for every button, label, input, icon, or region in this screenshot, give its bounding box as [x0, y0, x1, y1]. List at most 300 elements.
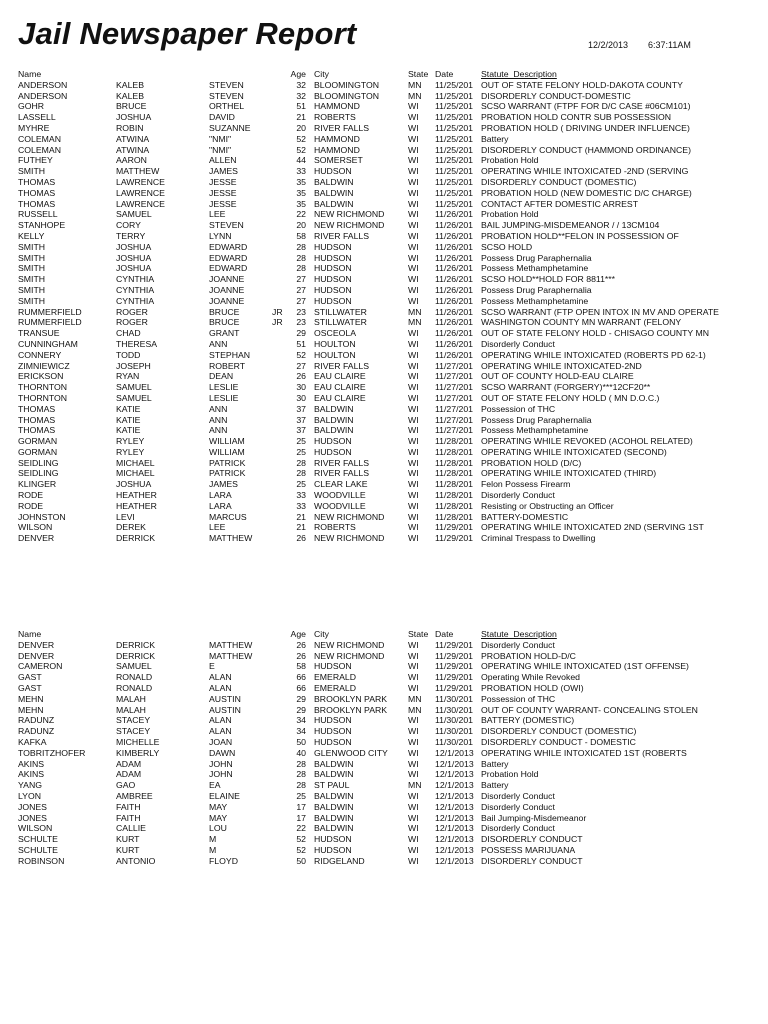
city-cell: HUDSON: [314, 284, 352, 295]
last-name-cell: SMITH: [18, 166, 46, 177]
age-cell: 29: [296, 328, 306, 339]
table-row: [0, 350, 768, 361]
date-cell: 12/1/2013: [435, 812, 474, 823]
date-cell: 11/30/201: [435, 693, 474, 704]
city-cell: BALDWIN: [314, 801, 354, 812]
last-name-cell: DENVER: [18, 533, 55, 544]
first-name-cell: DERRICK: [116, 650, 156, 661]
age-cell: 58: [296, 661, 306, 672]
age-cell: 28: [296, 263, 306, 274]
age-cell: 22: [296, 823, 306, 834]
middle-name-cell: DAWN: [209, 747, 236, 758]
city-cell: EAU CLAIRE: [314, 392, 366, 403]
first-name-cell: ATWINA: [116, 133, 150, 144]
date-cell: 11/26/201: [435, 338, 474, 349]
statute-cell: Possession of THC: [481, 403, 556, 414]
date-cell: 11/25/201: [435, 198, 474, 209]
statute-cell: Possess Methamphetamine: [481, 295, 589, 306]
city-cell: STILLWATER: [314, 317, 367, 328]
age-cell: 37: [296, 414, 306, 425]
middle-name-cell: SUZANNE: [209, 122, 251, 133]
statute-cell: PROBATION HOLD**FELON IN POSSESSION OF: [481, 230, 679, 241]
state-cell: WI: [408, 790, 419, 801]
table-row: [0, 651, 768, 662]
date-cell: 11/25/201: [435, 187, 474, 198]
date-cell: 11/28/201: [435, 436, 474, 447]
statute-cell: CONTACT AFTER DOMESTIC ARREST: [481, 198, 639, 209]
statute-cell: DISORDERLY CONDUCT (DOMESTIC): [481, 726, 637, 737]
last-name-cell: RADUNZ: [18, 726, 55, 737]
table-row: [0, 253, 768, 264]
age-cell: 17: [296, 812, 306, 823]
table-row: [0, 705, 768, 716]
date-cell: 11/28/201: [435, 500, 474, 511]
last-name-cell: YANG: [18, 780, 42, 791]
first-name-cell: KATIE: [116, 425, 141, 436]
date-cell: 11/25/201: [435, 155, 474, 166]
date-cell: 11/27/201: [435, 425, 474, 436]
date-cell: 11/27/201: [435, 392, 474, 403]
city-cell: NEW RICHMOND: [314, 533, 385, 544]
table-row: [0, 759, 768, 770]
middle-name-cell: LOU: [209, 823, 227, 834]
last-name-cell: STANHOPE: [18, 220, 66, 231]
middle-name-cell: LEE: [209, 209, 226, 220]
age-cell: 27: [296, 360, 306, 371]
statute-cell: Battery: [481, 780, 509, 791]
state-cell: WI: [408, 122, 419, 133]
state-cell: WI: [408, 112, 419, 123]
last-name-cell: SCHULTE: [18, 834, 58, 845]
first-name-cell: KURT: [116, 844, 140, 855]
table-row: [0, 80, 768, 91]
middle-name-cell: JESSE: [209, 176, 237, 187]
table-row: [0, 199, 768, 210]
last-name-cell: RADUNZ: [18, 715, 55, 726]
middle-name-cell: ANN: [209, 425, 228, 436]
state-cell: WI: [408, 176, 419, 187]
statute-cell: Possess Drug Paraphernalia: [481, 252, 592, 263]
city-cell: HUDSON: [314, 436, 352, 447]
col-name-header: Name: [18, 629, 42, 639]
first-name-cell: JOSHUA: [116, 252, 152, 263]
city-cell: HOULTON: [314, 338, 356, 349]
table-row: [0, 490, 768, 501]
age-cell: 34: [296, 726, 306, 737]
middle-name-cell: EA: [209, 780, 221, 791]
statute-cell: OPERATING WHILE INTOXICATED-2ND: [481, 360, 642, 371]
age-cell: 21: [296, 522, 306, 533]
age-cell: 32: [296, 90, 306, 101]
middle-name-cell: LARA: [209, 490, 232, 501]
col-age-header: Age: [290, 69, 306, 79]
first-name-cell: CORY: [116, 220, 141, 231]
age-cell: 20: [296, 220, 306, 231]
last-name-cell: RODE: [18, 500, 44, 511]
city-cell: BALDWIN: [314, 187, 354, 198]
first-name-cell: CYNTHIA: [116, 295, 155, 306]
state-cell: WI: [408, 349, 419, 360]
first-name-cell: ATWINA: [116, 144, 150, 155]
age-cell: 52: [296, 834, 306, 845]
date-cell: 11/28/201: [435, 490, 474, 501]
middle-name-cell: "NMI": [209, 144, 232, 155]
first-name-cell: ROGER: [116, 306, 148, 317]
first-name-cell: LAWRENCE: [116, 176, 165, 187]
middle-name-cell: LEE: [209, 522, 226, 533]
report-date: 12/2/2013: [588, 40, 629, 50]
last-name-cell: ERICKSON: [18, 371, 64, 382]
age-cell: 40: [296, 747, 306, 758]
state-cell: WI: [408, 392, 419, 403]
city-cell: RIVER FALLS: [314, 360, 370, 371]
last-name-cell: SMITH: [18, 263, 46, 274]
table-row: [0, 661, 768, 672]
state-cell: WI: [408, 522, 419, 533]
state-cell: WI: [408, 639, 419, 650]
statute-cell: Disorderly Conduct: [481, 338, 555, 349]
first-name-cell: RYAN: [116, 371, 140, 382]
middle-name-cell: DEAN: [209, 371, 234, 382]
state-cell: WI: [408, 834, 419, 845]
age-cell: 28: [296, 780, 306, 791]
middle-name-cell: GRANT: [209, 328, 240, 339]
middle-name-cell: JOHN: [209, 758, 233, 769]
city-cell: ST PAUL: [314, 780, 350, 791]
middle-name-cell: JOANNE: [209, 295, 245, 306]
city-cell: RIVER FALLS: [314, 468, 370, 479]
last-name-cell: KAFKA: [18, 736, 47, 747]
middle-name-cell: ANN: [209, 414, 228, 425]
age-cell: 26: [296, 639, 306, 650]
state-cell: WI: [408, 747, 419, 758]
age-cell: 27: [296, 274, 306, 285]
state-cell: WI: [408, 511, 419, 522]
state-cell: WI: [408, 328, 419, 339]
city-cell: BALDWIN: [314, 812, 354, 823]
first-name-cell: MICHAEL: [116, 457, 155, 468]
first-name-cell: GAO: [116, 780, 136, 791]
state-cell: WI: [408, 371, 419, 382]
middle-name-cell: MARCUS: [209, 511, 247, 522]
table-row: [0, 361, 768, 372]
date-cell: 11/25/201: [435, 90, 474, 101]
last-name-cell: GORMAN: [18, 436, 58, 447]
middle-name-cell: E: [209, 661, 215, 672]
first-name-cell: RONALD: [116, 672, 153, 683]
last-name-cell: TOBRITZHOFER: [18, 747, 86, 758]
date-cell: 11/25/201: [435, 144, 474, 155]
last-name-cell: COLEMAN: [18, 133, 61, 144]
middle-name-cell: DAVID: [209, 112, 235, 123]
table-row: [0, 737, 768, 748]
age-cell: 25: [296, 790, 306, 801]
last-name-cell: CUNNINGHAM: [18, 338, 78, 349]
column-header-row: [0, 629, 768, 640]
table-row: [0, 683, 768, 694]
state-cell: WI: [408, 209, 419, 220]
statute-cell: PROBATION HOLD (OWI): [481, 682, 584, 693]
middle-name-cell: STEVEN: [209, 79, 244, 90]
last-name-cell: SEIDLING: [18, 457, 59, 468]
statute-cell: Possession of THC: [481, 693, 556, 704]
last-name-cell: GAST: [18, 672, 42, 683]
table-row: [0, 780, 768, 791]
table-row: [0, 166, 768, 177]
age-cell: 26: [296, 371, 306, 382]
first-name-cell: MICHELLE: [116, 736, 160, 747]
state-cell: WI: [408, 500, 419, 511]
statute-cell: DISORDERLY CONDUCT (HAMMOND ORDINANCE): [481, 144, 691, 155]
city-cell: WOODVILLE: [314, 490, 366, 501]
first-name-cell: JOSEPH: [116, 360, 151, 371]
table-row: [0, 694, 768, 705]
statute-cell: Possess Drug Paraphernalia: [481, 414, 592, 425]
city-cell: STILLWATER: [314, 306, 367, 317]
city-cell: EAU CLAIRE: [314, 382, 366, 393]
age-cell: 17: [296, 801, 306, 812]
statute-cell: OUT OF COUNTY HOLD-EAU CLAIRE: [481, 371, 634, 382]
table-row: [0, 834, 768, 845]
age-cell: 28: [296, 457, 306, 468]
age-cell: 29: [296, 704, 306, 715]
statute-cell: OPERATING WHILE INTOXICATED (ROBERTS PD 62-1): [481, 349, 706, 360]
state-cell: WI: [408, 769, 419, 780]
table-row: [0, 813, 768, 824]
last-name-cell: COLEMAN: [18, 144, 61, 155]
state-cell: WI: [408, 468, 419, 479]
first-name-cell: KALEB: [116, 90, 145, 101]
first-name-cell: TODD: [116, 349, 141, 360]
last-name-cell: AKINS: [18, 758, 45, 769]
statute-cell: PROBATION HOLD (NEW DOMESTIC D/C CHARGE): [481, 187, 692, 198]
table-row: [0, 802, 768, 813]
age-cell: 23: [296, 317, 306, 328]
city-cell: BALDWIN: [314, 198, 354, 209]
statute-cell: Felon Possess Firearm: [481, 479, 571, 490]
age-cell: 27: [296, 284, 306, 295]
first-name-cell: ADAM: [116, 758, 142, 769]
first-name-cell: RYLEY: [116, 436, 145, 447]
middle-name-cell: MAY: [209, 812, 228, 823]
middle-name-cell: "NMI": [209, 133, 232, 144]
first-name-cell: DERRICK: [116, 639, 156, 650]
date-cell: 11/27/201: [435, 414, 474, 425]
state-cell: WI: [408, 360, 419, 371]
date-cell: 11/25/201: [435, 112, 474, 123]
city-cell: BLOOMINGTON: [314, 90, 380, 101]
state-cell: WI: [408, 490, 419, 501]
state-cell: WI: [408, 166, 419, 177]
date-cell: 11/27/201: [435, 403, 474, 414]
age-cell: 32: [296, 79, 306, 90]
age-cell: 51: [296, 338, 306, 349]
statute-cell: DISORDERLY CONDUCT: [481, 834, 583, 845]
last-name-cell: THOMAS: [18, 414, 56, 425]
age-cell: 52: [296, 349, 306, 360]
age-cell: 23: [296, 306, 306, 317]
statute-cell: Bail Jumping-Misdemeanor: [481, 812, 587, 823]
first-name-cell: RYLEY: [116, 446, 145, 457]
last-name-cell: DENVER: [18, 639, 55, 650]
middle-name-cell: ALAN: [209, 672, 232, 683]
date-cell: 11/25/201: [435, 176, 474, 187]
age-cell: 33: [296, 490, 306, 501]
date-cell: 11/26/201: [435, 328, 474, 339]
statute-cell: Battery: [481, 133, 509, 144]
date-cell: 11/25/201: [435, 101, 474, 112]
table-row: [0, 101, 768, 112]
last-name-cell: FUTHEY: [18, 155, 53, 166]
last-name-cell: JONES: [18, 812, 47, 823]
middle-name-cell: JOHN: [209, 769, 233, 780]
col-state-header: State: [408, 629, 429, 639]
statute-cell: Operating While Revoked: [481, 672, 580, 683]
last-name-cell: ROBINSON: [18, 855, 65, 866]
age-cell: 50: [296, 855, 306, 866]
col-statute-header: Statute_Description: [481, 629, 557, 639]
state-cell: WI: [408, 274, 419, 285]
last-name-cell: THOMAS: [18, 425, 56, 436]
state-cell: WI: [408, 155, 419, 166]
city-cell: NEW RICHMOND: [314, 511, 385, 522]
statute-cell: POSSESS MARIJUANA: [481, 844, 576, 855]
city-cell: HUDSON: [314, 715, 352, 726]
middle-name-cell: JOANNE: [209, 274, 245, 285]
date-cell: 11/26/201: [435, 209, 474, 220]
table-row: [0, 307, 768, 318]
table-row: [0, 263, 768, 274]
city-cell: HUDSON: [314, 252, 352, 263]
first-name-cell: LAWRENCE: [116, 198, 165, 209]
first-name-cell: JOSHUA: [116, 263, 152, 274]
table-row: [0, 458, 768, 469]
state-cell: WI: [408, 715, 419, 726]
date-cell: 12/1/2013: [435, 855, 474, 866]
date-cell: 11/27/201: [435, 382, 474, 393]
state-cell: WI: [408, 144, 419, 155]
table-row: [0, 823, 768, 834]
middle-name-cell: MAY: [209, 801, 228, 812]
first-name-cell: KURT: [116, 834, 140, 845]
first-name-cell: JOSHUA: [116, 241, 152, 252]
age-cell: 37: [296, 425, 306, 436]
first-name-cell: JOSHUA: [116, 112, 152, 123]
statute-cell: SCSO HOLD**HOLD FOR 8811***: [481, 274, 616, 285]
table-row: [0, 393, 768, 404]
age-cell: 50: [296, 736, 306, 747]
middle-name-cell: STEVEN: [209, 220, 244, 231]
table-row: [0, 339, 768, 350]
table-row: [0, 468, 768, 479]
last-name-cell: THOMAS: [18, 187, 56, 198]
date-cell: 11/25/201: [435, 122, 474, 133]
date-cell: 12/1/2013: [435, 769, 474, 780]
statute-cell: OUT OF COUNTY WARRANT- CONCEALING STOLEN: [481, 704, 698, 715]
age-cell: 30: [296, 392, 306, 403]
state-cell: MN: [408, 317, 422, 328]
state-cell: WI: [408, 457, 419, 468]
first-name-cell: KALEB: [116, 79, 145, 90]
city-cell: RIVER FALLS: [314, 122, 370, 133]
last-name-cell: SEIDLING: [18, 468, 59, 479]
last-name-cell: RUSSELL: [18, 209, 58, 220]
report-time: 6:37:11AM: [648, 40, 691, 50]
last-name-cell: RUMMERFIELD: [18, 306, 82, 317]
date-cell: 11/26/201: [435, 263, 474, 274]
last-name-cell: GOHR: [18, 101, 45, 112]
table-row: [0, 220, 768, 231]
city-cell: HAMMOND: [314, 144, 360, 155]
last-name-cell: THOMAS: [18, 176, 56, 187]
statute-cell: PROBATION HOLD CONTR SUB POSSESSION: [481, 112, 672, 123]
date-cell: 12/1/2013: [435, 834, 474, 845]
middle-name-cell: ALAN: [209, 682, 232, 693]
age-cell: 25: [296, 479, 306, 490]
first-name-cell: LEVI: [116, 511, 135, 522]
state-cell: WI: [408, 133, 419, 144]
last-name-cell: SCHULTE: [18, 844, 58, 855]
table-row: [0, 447, 768, 458]
date-cell: 11/30/201: [435, 715, 474, 726]
date-cell: 11/26/201: [435, 252, 474, 263]
last-name-cell: MYHRE: [18, 122, 50, 133]
city-cell: HUDSON: [314, 726, 352, 737]
last-name-cell: SMITH: [18, 252, 46, 263]
col-statute-header: Statute_Description: [481, 69, 557, 79]
state-cell: WI: [408, 187, 419, 198]
last-name-cell: ANDERSON: [18, 90, 68, 101]
date-cell: 11/25/201: [435, 133, 474, 144]
last-name-cell: LYON: [18, 790, 42, 801]
table-row: [0, 134, 768, 145]
age-cell: 52: [296, 133, 306, 144]
middle-name-cell: LESLIE: [209, 392, 239, 403]
table-row: [0, 231, 768, 242]
middle-name-cell: WILLIAM: [209, 446, 245, 457]
table-row: [0, 845, 768, 856]
date-cell: 12/1/2013: [435, 823, 474, 834]
age-cell: 27: [296, 295, 306, 306]
first-name-cell: AMBREE: [116, 790, 153, 801]
last-name-cell: THORNTON: [18, 392, 68, 403]
state-cell: MN: [408, 306, 422, 317]
date-cell: 11/26/201: [435, 284, 474, 295]
date-cell: 11/30/201: [435, 726, 474, 737]
table-row: [0, 145, 768, 156]
statute-cell: Resisting or Obstructing an Officer: [481, 500, 614, 511]
state-cell: MN: [408, 79, 422, 90]
age-cell: 34: [296, 715, 306, 726]
first-name-cell: SAMUEL: [116, 209, 152, 220]
first-name-cell: CYNTHIA: [116, 274, 155, 285]
last-name-cell: GORMAN: [18, 446, 58, 457]
date-cell: 12/1/2013: [435, 758, 474, 769]
last-name-cell: JOHNSTON: [18, 511, 66, 522]
last-name-cell: MEHN: [18, 704, 44, 715]
last-name-cell: TRANSUE: [18, 328, 60, 339]
state-cell: WI: [408, 436, 419, 447]
last-name-cell: LASSELL: [18, 112, 56, 123]
statute-cell: DISORDERLY CONDUCT (DOMESTIC): [481, 176, 637, 187]
col-city-header: City: [314, 69, 329, 79]
city-cell: RIDGELAND: [314, 855, 365, 866]
statute-cell: OPERATING WHILE INTOXICATED -2ND (SERVING: [481, 166, 689, 177]
first-name-cell: ROBIN: [116, 122, 144, 133]
statute-cell: Possess Drug Paraphernalia: [481, 284, 592, 295]
state-cell: WI: [408, 758, 419, 769]
suffix-cell: JR: [272, 306, 283, 317]
